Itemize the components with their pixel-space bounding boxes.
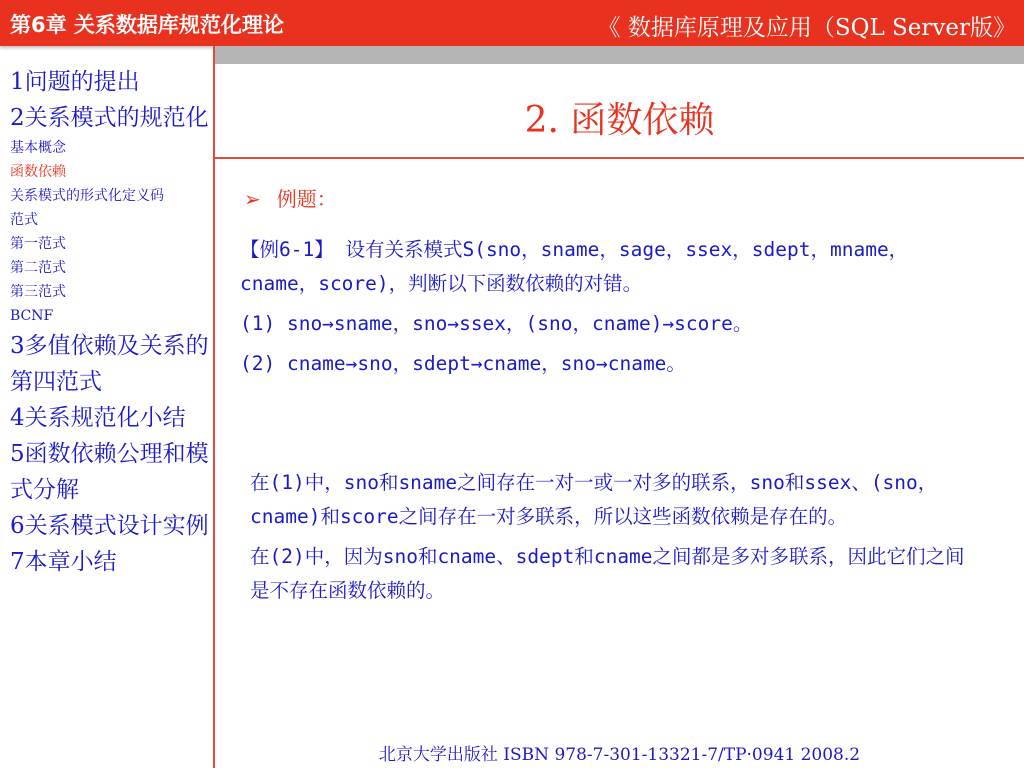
- sidebar-divider: [213, 46, 215, 768]
- sidebar-item[interactable]: 7本章小结: [10, 549, 117, 575]
- sidebar-item[interactable]: 关系模式的形式化定义码: [10, 188, 164, 204]
- slide-title: 2. 函数依赖: [524, 100, 715, 141]
- chapter-title: 第6章 关系数据库规范化理论: [10, 13, 284, 37]
- sidebar-item[interactable]: 3多值依赖及关系的第四范式: [10, 333, 209, 395]
- header-bar: [0, 0, 1024, 46]
- fd-line-1: (1) sno→sname，sno→ssex，(sno，cname)→score。: [240, 312, 753, 335]
- book-title: 《 数据库原理及应用（SQL Server版》: [597, 15, 1016, 41]
- explanation-1: 在(1)中，sno和sname之间存在一对一或一对多的联系，sno和ssex、(sno，cname)和score之间存在一对多联系，所以这些函数依赖是存在的。: [250, 471, 938, 528]
- fd-line-2: (2) cname→sno，sdept→cname，sno→cname。: [240, 352, 686, 375]
- sidebar-item[interactable]: 4关系规范化小结: [10, 405, 186, 431]
- footer-publisher: 北京大学出版社 ISBN 978-7-301-13321-7/TP·0941 2008.2: [378, 745, 861, 765]
- sidebar-item[interactable]: 5函数依赖公理和模式分解: [10, 441, 209, 503]
- problem-text: [240, 233, 960, 381]
- sidebar-item[interactable]: 基本概念: [10, 140, 66, 156]
- sidebar-item[interactable]: BCNF: [10, 308, 54, 324]
- arrow-bullet-icon: ➢: [244, 187, 261, 211]
- sidebar-item[interactable]: 函数依赖: [10, 164, 66, 180]
- problem-statement: 【例6-1】 设有关系模式S(sno，sname，sage，ssex，sdept，mname，cname，score)，判断以下函数依赖的对错。: [240, 238, 909, 295]
- sidebar-item[interactable]: 2关系模式的规范化: [10, 105, 209, 131]
- title-divider: [215, 157, 1024, 159]
- sidebar-nav: [10, 64, 213, 580]
- explanation-text: [250, 466, 970, 608]
- sidebar-item[interactable]: 第二范式: [10, 260, 66, 276]
- explanation-2: 在(2)中，因为sno和cname、sdept和cname之间都是多对多联系，因此它们之间是不存在函数依赖的。: [250, 545, 965, 602]
- example-label: 例题：: [276, 187, 337, 211]
- sidebar-item[interactable]: 第三范式: [10, 284, 66, 300]
- example-heading: [244, 183, 337, 212]
- sidebar-item[interactable]: 6关系模式设计实例: [10, 513, 209, 539]
- sidebar-item[interactable]: 范式: [10, 212, 38, 228]
- sidebar-item[interactable]: 1问题的提出: [10, 69, 140, 95]
- sidebar-item[interactable]: 第一范式: [10, 236, 66, 252]
- grey-strip: [215, 46, 1024, 64]
